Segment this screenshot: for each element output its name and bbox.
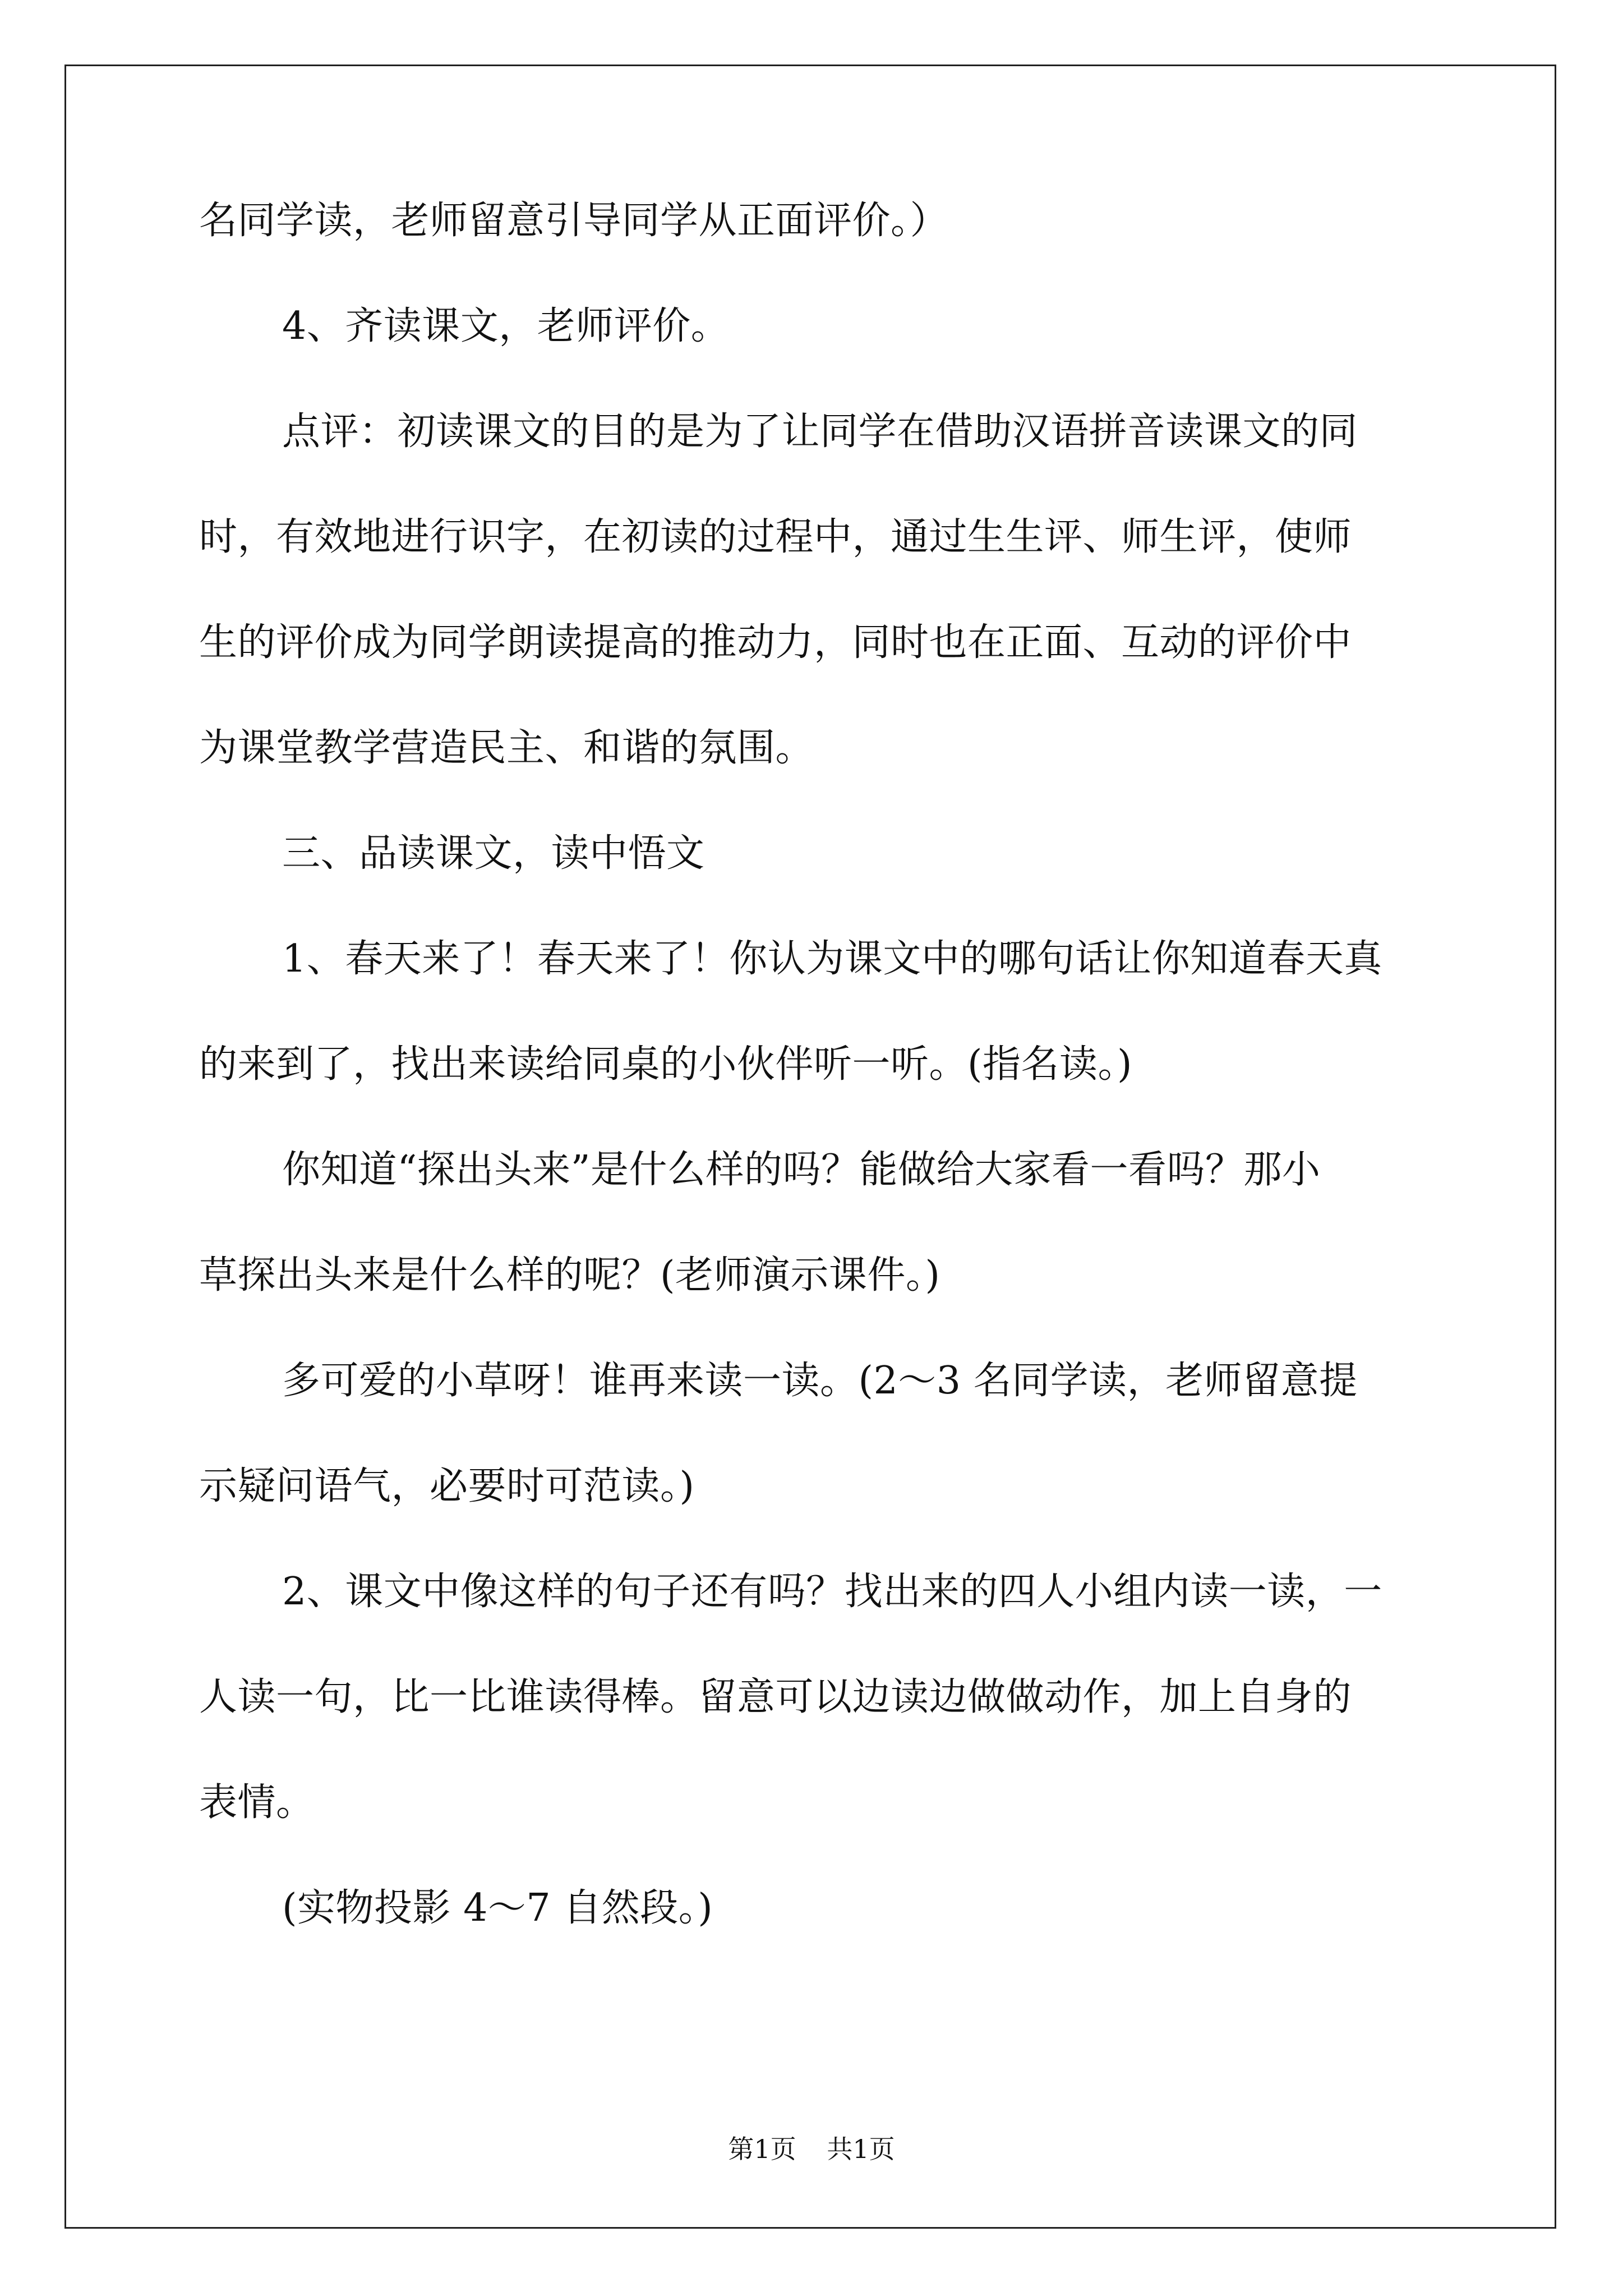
- total-pages: 共1页: [827, 2134, 895, 2164]
- text-line: 名同学读，老师留意引导同学从正面评价。）: [199, 199, 949, 243]
- text-line: 你知道“探出头来”是什么样的吗？能做给大家看一看吗？那小: [282, 1148, 1321, 1192]
- text-line: 草探出头来是什么样的呢？(老师演示课件。): [199, 1253, 940, 1297]
- text-line: 生的评价成为同学朗读提高的推动力，同时也在正面、互动的评价中: [199, 620, 1352, 665]
- text-line: 的来到了，找出来读给同桌的小伙伴听一听。(指名读。): [199, 1042, 1133, 1087]
- text-line: 多可爱的小草呀！谁再来读一读。(2～3 名同学读，老师留意提: [282, 1359, 1358, 1403]
- document-body: [199, 168, 1430, 1961]
- text-line: 人读一句，比一比谁读得棒。留意可以边读边做做动作，加上自身的: [199, 1675, 1352, 1719]
- text-line: 2、课文中像这样的句子还有吗？找出来的四人小组内读一读，一: [282, 1570, 1382, 1614]
- text-line: 点评：初读课文的目的是为了让同学在借助汉语拼音读课文的同: [282, 409, 1358, 454]
- text-line: 表情。: [199, 1780, 315, 1825]
- text-line: 时，有效地进行识字，在初读的过程中，通过生生评、师生评，使师: [199, 515, 1352, 559]
- text-line: 为课堂教学营造民主、和谐的氛围。: [199, 726, 814, 770]
- page-footer: [0, 2129, 1623, 2166]
- page-number: 第1页: [728, 2134, 796, 2164]
- text-line: 4、齐读课文，老师评价。: [282, 304, 730, 348]
- text-line: 1、春天来了！春天来了！你认为课文中的哪句话让你知道春天真: [282, 937, 1382, 981]
- text-line: (实物投影 4～7 自然段。): [282, 1886, 713, 1930]
- text-line: 示疑问语气，必要时可范读。): [199, 1464, 695, 1508]
- section-heading: 三、品读课文，读中悟文: [282, 831, 705, 876]
